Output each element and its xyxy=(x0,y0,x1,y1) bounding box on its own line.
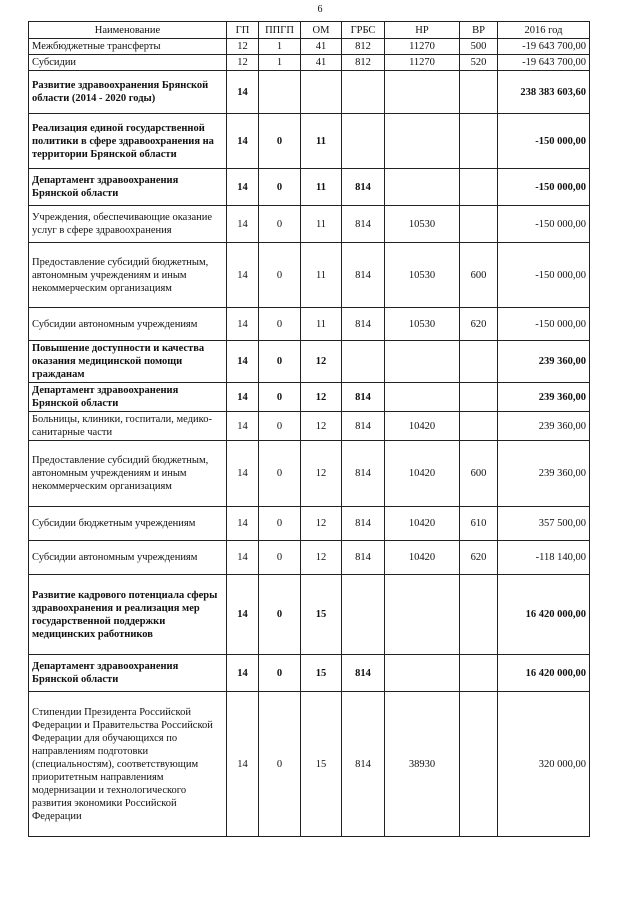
budget-table xyxy=(28,21,590,837)
header-row xyxy=(29,22,590,39)
cell-om: 12 xyxy=(301,541,342,575)
cell-amount: -19 643 700,00 xyxy=(498,55,590,71)
cell-name: Межбюджетные трансферты xyxy=(29,39,227,55)
cell-name: Учреждения, обеспечивающие оказание услуг в сфере здравоохранения xyxy=(29,206,227,243)
cell-amount: 357 500,00 xyxy=(498,507,590,541)
cell-name: Развитие здравоохранения Брянской области (2014 - 2020 годы) xyxy=(29,71,227,114)
table-row xyxy=(29,71,590,114)
cell-nr: 10530 xyxy=(385,206,460,243)
cell-name: Субсидии автономным учреждениям xyxy=(29,541,227,575)
cell-om: 12 xyxy=(301,441,342,507)
cell-gp: 14 xyxy=(227,541,259,575)
cell-gp: 12 xyxy=(227,39,259,55)
cell-nr: 10530 xyxy=(385,308,460,341)
cell-vr xyxy=(460,206,498,243)
cell-nr: 11270 xyxy=(385,39,460,55)
cell-grbs: 814 xyxy=(342,507,385,541)
col-header-om: ОМ xyxy=(301,22,342,39)
cell-grbs: 814 xyxy=(342,541,385,575)
cell-ppgp: 0 xyxy=(259,441,301,507)
cell-om: 11 xyxy=(301,243,342,308)
cell-gp: 14 xyxy=(227,206,259,243)
cell-gp: 12 xyxy=(227,55,259,71)
cell-nr xyxy=(385,655,460,692)
cell-grbs: 814 xyxy=(342,243,385,308)
cell-gp: 14 xyxy=(227,383,259,412)
table-row xyxy=(29,243,590,308)
cell-grbs xyxy=(342,341,385,383)
cell-name: Предоставление субсидий бюджетным, автономным учреждениям и иным некоммерческим организациям xyxy=(29,243,227,308)
cell-grbs: 814 xyxy=(342,692,385,837)
cell-grbs: 814 xyxy=(342,655,385,692)
cell-vr xyxy=(460,341,498,383)
table-row xyxy=(29,541,590,575)
cell-name: Департамент здравоохранения Брянской области xyxy=(29,169,227,206)
cell-ppgp: 1 xyxy=(259,55,301,71)
table-row xyxy=(29,441,590,507)
cell-om: 15 xyxy=(301,575,342,655)
cell-amount: 239 360,00 xyxy=(498,412,590,441)
cell-nr xyxy=(385,383,460,412)
cell-ppgp: 0 xyxy=(259,655,301,692)
cell-vr: 600 xyxy=(460,441,498,507)
table-row xyxy=(29,692,590,837)
cell-om: 12 xyxy=(301,412,342,441)
cell-nr: 10420 xyxy=(385,541,460,575)
cell-amount: 239 360,00 xyxy=(498,383,590,412)
table-row xyxy=(29,308,590,341)
cell-gp: 14 xyxy=(227,441,259,507)
col-header-grbs: ГРБС xyxy=(342,22,385,39)
cell-ppgp: 0 xyxy=(259,575,301,655)
cell-name: Реализация единой государственной политики в сфере здравоохранения на территории Брянской области xyxy=(29,114,227,169)
cell-gp: 14 xyxy=(227,71,259,114)
cell-nr: 10420 xyxy=(385,441,460,507)
cell-om: 15 xyxy=(301,692,342,837)
cell-vr xyxy=(460,692,498,837)
col-header-ppgp: ППГП xyxy=(259,22,301,39)
cell-nr xyxy=(385,341,460,383)
cell-name: Субсидии бюджетным учреждениям xyxy=(29,507,227,541)
cell-gp: 14 xyxy=(227,308,259,341)
table-row xyxy=(29,114,590,169)
cell-amount: 16 420 000,00 xyxy=(498,575,590,655)
cell-gp: 14 xyxy=(227,243,259,308)
col-header-gp: ГП xyxy=(227,22,259,39)
table-row xyxy=(29,575,590,655)
cell-name: Департамент здравоохранения Брянской области xyxy=(29,655,227,692)
cell-nr: 38930 xyxy=(385,692,460,837)
cell-amount: -150 000,00 xyxy=(498,169,590,206)
cell-grbs: 814 xyxy=(342,206,385,243)
cell-grbs: 814 xyxy=(342,383,385,412)
cell-amount: 239 360,00 xyxy=(498,341,590,383)
cell-gp: 14 xyxy=(227,692,259,837)
table-row xyxy=(29,412,590,441)
cell-grbs xyxy=(342,575,385,655)
cell-nr xyxy=(385,169,460,206)
cell-ppgp: 0 xyxy=(259,692,301,837)
cell-amount: -150 000,00 xyxy=(498,308,590,341)
cell-vr xyxy=(460,383,498,412)
table-row xyxy=(29,55,590,71)
cell-ppgp: 0 xyxy=(259,341,301,383)
cell-gp: 14 xyxy=(227,169,259,206)
cell-nr xyxy=(385,114,460,169)
cell-amount: 320 000,00 xyxy=(498,692,590,837)
cell-vr: 620 xyxy=(460,541,498,575)
cell-ppgp: 0 xyxy=(259,412,301,441)
cell-amount: -150 000,00 xyxy=(498,114,590,169)
table-row xyxy=(29,383,590,412)
cell-ppgp: 0 xyxy=(259,541,301,575)
cell-amount: -118 140,00 xyxy=(498,541,590,575)
cell-vr xyxy=(460,114,498,169)
cell-gp: 14 xyxy=(227,412,259,441)
cell-grbs: 814 xyxy=(342,441,385,507)
cell-om: 11 xyxy=(301,114,342,169)
col-header-vr: ВР xyxy=(460,22,498,39)
cell-grbs: 814 xyxy=(342,169,385,206)
cell-amount: 16 420 000,00 xyxy=(498,655,590,692)
cell-ppgp: 0 xyxy=(259,507,301,541)
cell-name: Повышение доступности и качества оказания медицинской помощи гражданам xyxy=(29,341,227,383)
table-row xyxy=(29,655,590,692)
cell-grbs: 814 xyxy=(342,308,385,341)
cell-om: 12 xyxy=(301,383,342,412)
cell-om: 12 xyxy=(301,341,342,383)
cell-om: 41 xyxy=(301,39,342,55)
cell-nr: 10530 xyxy=(385,243,460,308)
cell-gp: 14 xyxy=(227,575,259,655)
cell-amount: -150 000,00 xyxy=(498,243,590,308)
cell-nr: 11270 xyxy=(385,55,460,71)
cell-name: Больницы, клиники, госпитали, медико-санитарные части xyxy=(29,412,227,441)
cell-ppgp: 0 xyxy=(259,114,301,169)
cell-vr: 610 xyxy=(460,507,498,541)
cell-grbs: 814 xyxy=(342,412,385,441)
cell-gp: 14 xyxy=(227,507,259,541)
cell-ppgp: 0 xyxy=(259,206,301,243)
cell-gp: 14 xyxy=(227,114,259,169)
cell-nr xyxy=(385,575,460,655)
cell-gp: 14 xyxy=(227,655,259,692)
cell-name: Субсидии xyxy=(29,55,227,71)
cell-om: 11 xyxy=(301,206,342,243)
cell-name: Развитие кадрового потенциала сферы здравоохранения и реализация мер государственной поддержки медицинских работников xyxy=(29,575,227,655)
cell-vr xyxy=(460,655,498,692)
cell-vr xyxy=(460,575,498,655)
cell-grbs xyxy=(342,114,385,169)
cell-name: Предоставление субсидий бюджетным, автономным учреждениям и иным некоммерческим организациям xyxy=(29,441,227,507)
cell-ppgp: 0 xyxy=(259,308,301,341)
cell-name: Стипендии Президента Российской Федерации и Правительства Российской Федерации для обучающихся по направлениям подготовки (специальностям), соответствующим приоритетным направлениям модернизации и технологического развития экономики Российской Федерации xyxy=(29,692,227,837)
cell-ppgp: 0 xyxy=(259,169,301,206)
cell-nr xyxy=(385,71,460,114)
cell-vr xyxy=(460,412,498,441)
cell-ppgp: 0 xyxy=(259,383,301,412)
cell-vr: 620 xyxy=(460,308,498,341)
cell-om: 11 xyxy=(301,169,342,206)
table-row xyxy=(29,39,590,55)
col-header-amount-2016: 2016 год xyxy=(498,22,590,39)
cell-grbs xyxy=(342,71,385,114)
page-number: 6 xyxy=(317,4,323,15)
cell-amount: 239 360,00 xyxy=(498,441,590,507)
cell-amount: -19 643 700,00 xyxy=(498,39,590,55)
cell-name: Департамент здравоохранения Брянской области xyxy=(29,383,227,412)
cell-om xyxy=(301,71,342,114)
cell-gp: 14 xyxy=(227,341,259,383)
cell-om: 11 xyxy=(301,308,342,341)
cell-om: 41 xyxy=(301,55,342,71)
cell-vr: 500 xyxy=(460,39,498,55)
cell-ppgp xyxy=(259,71,301,114)
table-row xyxy=(29,206,590,243)
cell-grbs: 812 xyxy=(342,39,385,55)
cell-nr: 10420 xyxy=(385,412,460,441)
col-header-nr: НР xyxy=(385,22,460,39)
cell-ppgp: 1 xyxy=(259,39,301,55)
cell-grbs: 812 xyxy=(342,55,385,71)
table-row xyxy=(29,341,590,383)
cell-vr: 520 xyxy=(460,55,498,71)
cell-name: Субсидии автономным учреждениям xyxy=(29,308,227,341)
table-row xyxy=(29,169,590,206)
table-row xyxy=(29,507,590,541)
cell-om: 12 xyxy=(301,507,342,541)
cell-nr: 10420 xyxy=(385,507,460,541)
cell-vr xyxy=(460,71,498,114)
cell-amount: 238 383 603,60 xyxy=(498,71,590,114)
cell-vr: 600 xyxy=(460,243,498,308)
cell-vr xyxy=(460,169,498,206)
cell-amount: -150 000,00 xyxy=(498,206,590,243)
cell-om: 15 xyxy=(301,655,342,692)
cell-ppgp: 0 xyxy=(259,243,301,308)
col-header-name: Наименование xyxy=(29,22,227,39)
